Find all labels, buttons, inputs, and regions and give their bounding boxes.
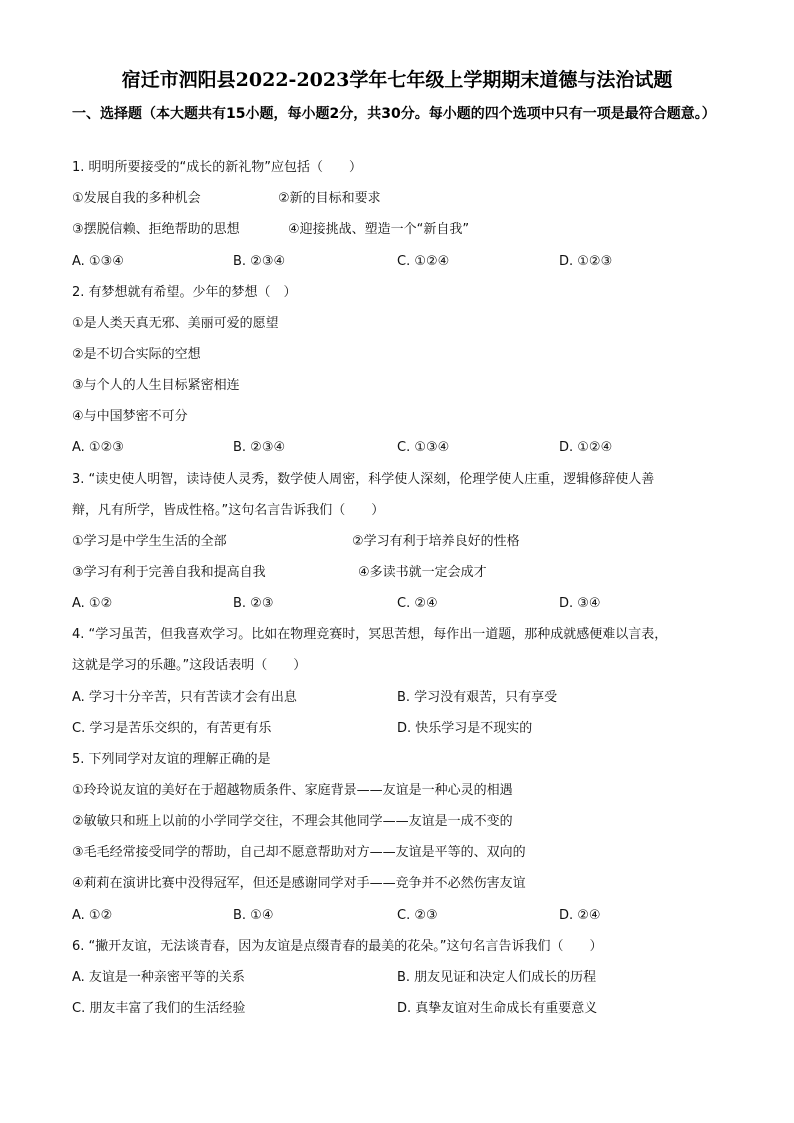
question-6-stem: 6. “撇开友谊，无法谈青春，因为友谊是点缀青春的最美的花朵。”这句名言告诉我们（ ） [72,939,603,954]
question-5-item-1: ①玲玲说友谊的美好在于超越物质条件、家庭背景——友谊是一种心灵的相遇 [72,783,513,798]
question-6-option-d: D. 真挚友谊对生命成长有重要意义 [397,1001,598,1016]
question-5-option-c: C. ②③ [397,908,438,923]
question-1-option-c: C. ①②④ [397,254,450,269]
question-2-item-3: ③与个人的人生目标紧密相连 [72,378,240,393]
question-2-stem: 2. 有梦想就有希望。少年的梦想（ ） [72,285,297,300]
question-1-option-d: D. ①②③ [559,254,613,269]
question-3-option-b: B. ②③ [233,596,274,611]
exam-title: 宿迁市泗阳县2022-2023学年七年级上学期期末道德与法治试题 [121,69,673,91]
question-5-item-3: ③毛毛经常接受同学的帮助，自己却不愿意帮助对方——友谊是平等的、双向的 [72,845,526,860]
question-2-item-4: ④与中国梦密不可分 [72,409,188,424]
question-1-option-a: A. ①③④ [72,254,124,269]
question-6-option-c: C. 朋友丰富了我们的生活经验 [72,1001,246,1016]
section-heading: 一、选择题（本大题共有15小题，每小题2分，共30分。每小题的四个选项中只有一项是最符合题意。） [72,106,716,122]
question-2-option-c: C. ①③④ [397,440,450,455]
question-5-item-4: ④莉莉在演讲比赛中没得冠军，但还是感谢同学对手——竞争并不必然伤害友谊 [72,876,526,891]
question-5-stem: 5. 下列同学对友谊的理解正确的是 [72,752,271,767]
question-2-item-1: ①是人类天真无邪、美丽可爱的愿望 [72,316,279,331]
question-3-stem-line-2: 辩，凡有所学，皆成性格。”这句名言告诉我们（ ） [72,503,385,518]
question-2-option-a: A. ①②③ [72,440,124,455]
question-6-option-b: B. 朋友见证和决定人们成长的历程 [397,970,597,985]
question-4-option-b: B. 学习没有艰苦，只有享受 [397,690,558,705]
question-3-option-d: D. ③④ [559,596,601,611]
question-1-item-2: ②新的目标和要求 [278,191,381,206]
question-2-option-b: B. ②③④ [233,440,286,455]
question-5-option-b: B. ①④ [233,908,274,923]
question-4-option-d: D. 快乐学习是不现实的 [397,721,533,736]
question-4-stem-line-1: 4. “学习虽苦，但我喜欢学习。比如在物理竞赛时，冥思苦想，每作出一道题，那种成就感便难以言表， [72,627,668,642]
question-5-option-a: A. ①② [72,908,113,923]
question-4-option-a: A. 学习十分辛苦，只有苦读才会有出息 [72,690,297,705]
question-5-item-2: ②敏敏只和班上以前的小学同学交往，不理会其他同学——友谊是一成不变的 [72,814,513,829]
question-1-item-1: ①发展自我的多种机会 [72,191,201,206]
question-3-item-4: ④多读书就一定会成才 [358,565,487,580]
question-1-item-4: ④迎接挑战、塑造一个“新自我” [288,222,470,237]
question-3-item-1: ①学习是中学生生活的全部 [72,534,227,549]
question-4-stem-line-2: 这就是学习的乐趣。”这段话表明（ ） [72,658,307,673]
question-3-option-c: C. ②④ [397,596,438,611]
question-4-option-c: C. 学习是苦乐交织的，有苦更有乐 [72,721,272,736]
question-1-option-b: B. ②③④ [233,254,286,269]
question-2-option-d: D. ①②④ [559,440,613,455]
question-3-stem-line-1: 3. “读史使人明智，读诗使人灵秀，数学使人周密，科学使人深刻，伦理学使人庄重，逻辑修辞使人善 [72,472,655,487]
question-6-option-a: A. 友谊是一种亲密平等的关系 [72,970,245,985]
question-1-item-3: ③摆脱信赖、拒绝帮助的思想 [72,222,240,237]
question-3-item-2: ②学习有利于培养良好的性格 [352,534,520,549]
question-1-stem: 1. 明明所要接受的“成长的新礼物”应包括（ ） [72,160,363,175]
question-2-item-2: ②是不切合实际的空想 [72,347,201,362]
question-3-option-a: A. ①② [72,596,113,611]
question-3-item-3: ③学习有利于完善自我和提高自我 [72,565,266,580]
question-5-option-d: D. ②④ [559,908,601,923]
